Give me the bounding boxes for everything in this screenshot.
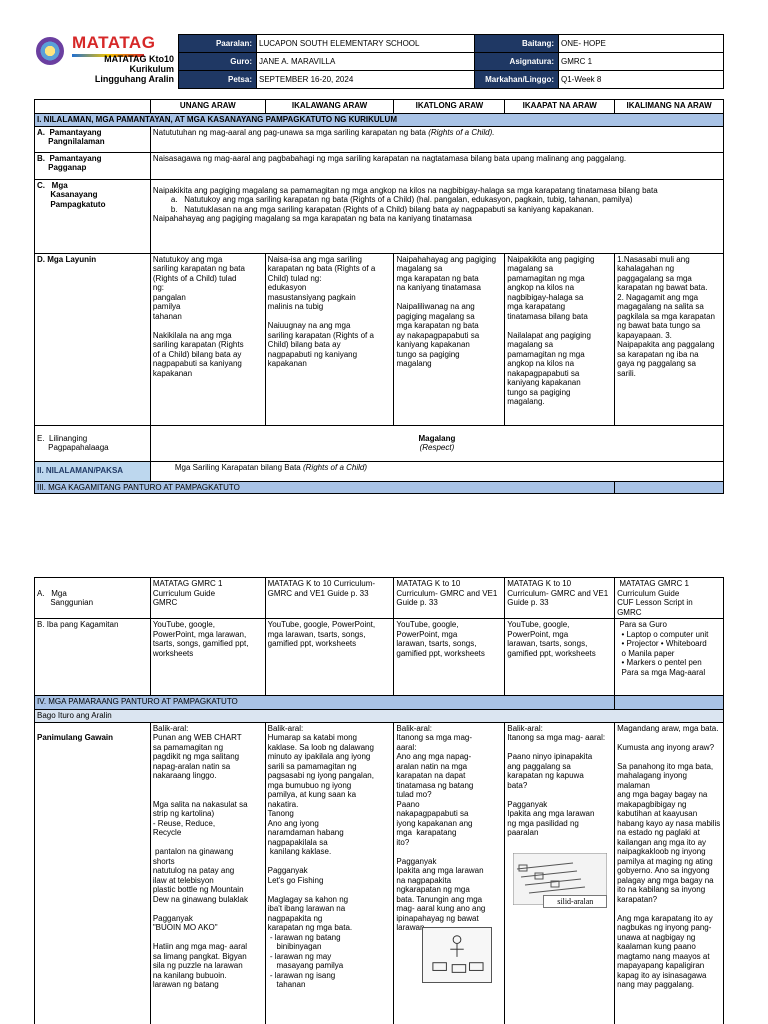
classroom-drawing-icon — [422, 927, 492, 983]
blank-corner — [35, 100, 151, 114]
asignatura-value: GMRC 1 — [559, 53, 724, 71]
bago-ituro-label: Bago Ituro ang Aralin — [35, 710, 724, 723]
day-header-1: UNANG ARAW — [150, 100, 265, 114]
pamantayang-pagganap-text: Naisasagawa ng mag-aaral ang pagbabahagi ng mga sariling karapatan na nagtatamasa bilang bata upang malinang ang paggalang. — [150, 152, 723, 179]
layunin-day2: Naisa-isa ang mga sariling karapatan ng bata (Rights of a Child) tulad ng: edukasyon masustansiyang pagkain malinis na tubig Naiuugnay na ang mga sariling karapatan (Rights of a Child) bilang bata ay nagpapabuti ng kaniyang kapakanan — [265, 253, 394, 425]
sanggunian-day3: MATATAG K to 10 Curriculum- GMRC and VE1 Guide p. 33 — [394, 578, 505, 619]
paaralan-value: LUCAPON SOUTH ELEMENTARY SCHOOL — [257, 35, 475, 53]
layunin-day3: Naipahahayag ang pagiging magalang sa mga karapatan ng bata na kaniyang tinatamasa Naipaliliwanag na ang pagiging magalang sa mga karapatan ng bata ay nakapagpapabuti sa kaniyang kapakanan tungo sa pagiging magalang — [394, 253, 505, 425]
layunin-day4: Naipakikita ang pagiging magalang sa pamamagitan ng mga angkop na kilos na nagbibigay-halaga sa mga karapatang tinatamasa bilang bata Nailalapat ang pagiging magalang sa pamamagitan ng mga angkop na kilos na nakapagpapabuti sa kaniyang kapakanan tungo sa pagiging magalang. — [505, 253, 615, 425]
sanggunian-day1: MATATAG GMRC 1 Curriculum Guide GMRC — [150, 578, 265, 619]
pamantayang-pangnilalaman-text: Natututuhan ng mag-aaral ang pag-unawa sa mga sariling karapatan ng bata (Rights of a Child). — [150, 126, 723, 152]
day-header-5: IKALIMANG NA ARAW — [615, 100, 724, 114]
kasanayang-pampagkatuto-label: C. Mga Kasanayang Pampagkatuto — [35, 179, 151, 253]
sanggunian-day4: MATATAG K to 10 Curriculum- GMRC and VE1 Guide p. 33 — [505, 578, 615, 619]
kasanayang-pampagkatuto-text: Naipakikita ang pagiging magalang sa pamamagitan ng mga angkop na kilos na nagbibigay-halaga sa mga karapatang tinatamasa bilang bata a. Natutukoy ang mga sariling karapatan ng bata (Rights of a Child) (hal. pangalan, edukasyon, pagkain, tubig, tahanan, pamilya) b. Natutuklasan na ang mga sariling karapatan (Rights of a Child) bilang bata ay nagpapabuti sa kaniyang kapakanan. Naipahahayag ang pagiging magalang sa mga karapatan ng bata na kaniyang tinatamasa — [150, 179, 723, 253]
baitang-value: ONE- HOPE — [559, 35, 724, 53]
layunin-day5: 1.Nasasabi muli ang kahalagahan ng paggagalang sa mga karapatan ng bawat bata. 2. Nagagamit ang mga magagalang na salita sa pagkilala sa mga karapatan ng bawat bata tungo sa kapayapaan. 3. Naipapakita ang paggalang sa karapatan ng iba na gaya ng paggalang sa sarili. — [615, 253, 724, 425]
sanggunian-day2: MATATAG K to 10 Curriculum- GMRC and VE1 Guide p. 33 — [265, 578, 394, 619]
panimulang-gawain-label: Panimulang Gawain — [35, 722, 151, 1024]
kagamitan-day4: YouTube, google, PowerPoint, mga larawan, tsarts, songs, gamified ppt, worksheets — [505, 619, 615, 696]
iba-pang-kagamitan-label: B. Iba pang Kagamitan — [35, 619, 151, 696]
section1-title: I. NILALAMAN, MGA PAMANTAYAN, AT MGA KASANAYANG PAMPAGKATUTO NG KURIKULUM — [35, 114, 724, 127]
markahan-label: Markahan/Linggo: — [475, 71, 559, 89]
silid-aralan-caption: silid-aralan — [543, 895, 607, 909]
kagamitan-day1: YouTube, google, PowerPoint, mga larawan, tsarts, songs, gamified ppt, worksheets — [150, 619, 265, 696]
lesson-table-page2 — [34, 577, 724, 1024]
pamantayang-pangnilalaman-label: A. Pamantayang Pangnilalaman — [35, 126, 151, 152]
layunin-day1: Natutukoy ang mga sariling karapatan ng bata (Rights of a Child) tulad ng: pangalan pamilya tahanan Nakikilala na ang mga sariling karapatan (Rights of a Child) bilang bata ay nagpapabuti sa kaniyang kapakanan — [150, 253, 265, 425]
kagamitan-day3: YouTube, google, PowerPoint, mga larawan, tsarts, songs, gamified ppt, worksheets — [394, 619, 505, 696]
panimula-day3: Balik-aral: Itanong sa mga mag- aaral: Ano ang mga napag- aralan natin na mga karapatan na dapat tinatamasa ng batang tulad mo? Paano nakapagpapabuti sa iyong kapakanan ang mga karapatang ito? Pagganyak Ipakita ang mga larawan na nagpapakita ngkarapatan ng mga bata. Tanungin ang mga mag- aaral kung ano ang ipinapahayag ng bawat larawan. — [394, 722, 505, 1024]
header-table — [178, 34, 724, 89]
program-title: MATATAG Kto10 Kurikulum Lingguhang Aralin — [94, 54, 177, 84]
sanggunian-label: A. Mga Sanggunian — [35, 578, 151, 619]
panimula-day2: Balik-aral: Humarap sa katabi mong kaklase. Sa loob ng dalawang minuto ay ipakilala ang iyong sarili sa pamamagitan ng pagsasabi ng iyong pangalan, mga bumubuo ng iyong pamilya, at kung saan ka nakatira. Tanong Ano ang iyong naramdaman habang nagpapakilala sa kanilang kaklase. Pagganyak Let's go Fishing Maglagay sa kahon ng iba't ibang larawan na nagpapakita ng karapatan ng mga bata. - larawan ng batang binibinyagan - larawan ng may masayang pamilya - larawan ng isang tahanan — [265, 722, 394, 1024]
asignatura-label: Asignatura: — [475, 53, 559, 71]
petsa-label: Petsa: — [179, 71, 257, 89]
panimula-day4: Balik-aral: Itanong sa mga mag- aaral: Paano ninyo ipinapakita ang paggalang sa karapatan ng kapuwa bata? Pagganyak Ipakita ang mga larawan ng mga pasilidad ng paaralan silid-aralan — [505, 722, 615, 1024]
section2-text: Mga Sariling Karapatan bilang Bata (Rights of a Child) — [150, 461, 723, 481]
guro-label: Guro: — [179, 53, 257, 71]
markahan-value: Q1-Week 8 — [559, 71, 724, 89]
section2-title: II. NILALAMAN/PAKSA — [35, 461, 151, 481]
section3-filler — [615, 481, 724, 494]
day-header-2: IKALAWANG ARAW — [265, 100, 394, 114]
paaralan-label: Paaralan: — [179, 35, 257, 53]
section4-filler — [615, 696, 724, 710]
day-header-4: IKAAPAT NA ARAW — [505, 100, 615, 114]
guro-value: JANE A. MARAVILLA — [257, 53, 475, 71]
section3-title: III. MGA KAGAMITANG PANTURO AT PAMPAGKATUTO — [35, 481, 615, 494]
panimula-day5: Magandang araw, mga bata. Kumusta ang inyong araw? Sa panahong ito mga bata, mahalagang inyong malaman ang mga bagay bagay na makapagbibigay ng kabutihan at kaayusan habang kayo ay nasa mabilis na estado ng paglaki at kailangan ang mga ito ay naipagkakloob ng inyong pamilya at maging ng ating gobyerno. Ano sa ingyong palagay ang mga bagay na ito na kabilang sa inyong karapatan? Ang mga karapatang ito ay nagbukas ng inyong pang- unawa at nagbigay ng kaalaman kung paano magtamo nang maayos at mapayapang kapaligiran kapag ito ay isinasagawa nang may paggalang. — [615, 722, 724, 1024]
lesson-table-page1 — [34, 99, 724, 494]
day-header-3: IKATLONG ARAW — [394, 100, 505, 114]
kagamitan-day2: YouTube, google, PowerPoint, mga larawan, tsarts, songs, gamified ppt, worksheets — [265, 619, 394, 696]
pagpapahalaga-label: E. Lilinanging Pagpapahalaaga — [35, 425, 151, 461]
matatag-logo: MATATAG — [72, 33, 156, 52]
sanggunian-day5: MATATAG GMRC 1 Curriculum Guide CUF Lesson Script in GMRC — [615, 578, 724, 619]
panimula-day1: Balik-aral: Punan ang WEB CHART sa pamamagitan ng pagdikit ng mga salitang napag-aralan natin sa nakaraang linggo. Mga salita na nakasulat sa strip ng kartolina) - Reuse, Reduce, Recycle pantalon na ginawang shorts natutulog na patay ang ilaw at telebisyon plastic bottle ng Mountain Dew na ginawang bulaklak Pagganyak "BUOIN MO AKO" Hatiin ang mga mag- aaral sa limang pangkat. Bigyan sila ng puzzle na larawan na kanilang bubuoin. larawan ng batang — [150, 722, 265, 1024]
layunin-label: D. Mga Layunin — [35, 253, 151, 425]
baitang-label: Baitang: — [475, 35, 559, 53]
pamantayang-pagganap-label: B. Pamantayang Pagganap — [35, 152, 151, 179]
kagamitan-day5: Para sa Guro • Laptop o computer unit • Projector • Whiteboard o Manila paper • Markers o pentel pen Para sa mga Mag-aaral — [615, 619, 724, 696]
section4-title: IV. MGA PAMARAANG PANTURO AT PAMPAGKATUTO — [35, 696, 615, 710]
pagpapahalaga-value: Magalang (Respect) — [150, 425, 723, 461]
petsa-value: SEPTEMBER 16-20, 2024 — [257, 71, 475, 89]
